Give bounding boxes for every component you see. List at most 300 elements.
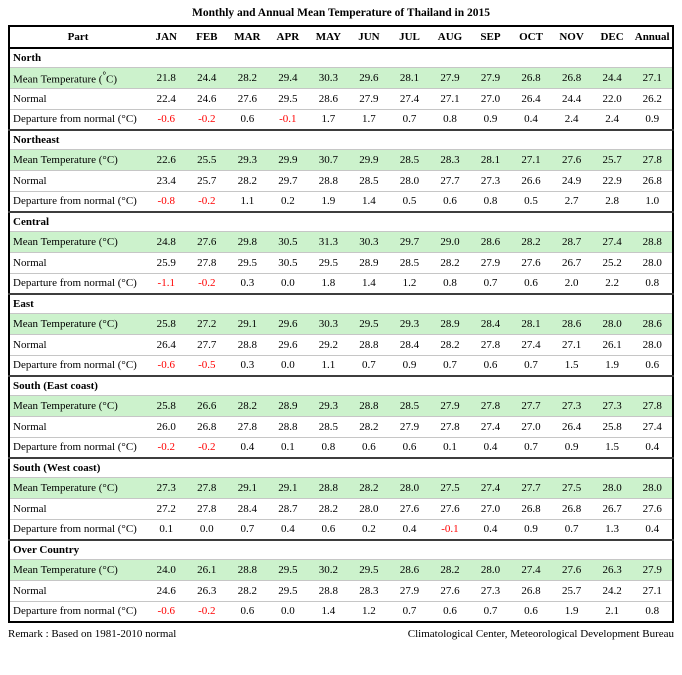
value-cell: 28.2 — [227, 67, 268, 88]
value-cell: 2.4 — [551, 109, 592, 130]
value-cell: 29.5 — [349, 313, 390, 334]
value-cell: 29.7 — [389, 231, 430, 252]
value-cell: 30.3 — [308, 313, 349, 334]
value-cell: 28.0 — [592, 313, 633, 334]
value-cell: -0.2 — [187, 273, 228, 294]
value-cell: 27.6 — [430, 498, 471, 519]
table-row — [9, 109, 673, 130]
value-cell: 26.2 — [632, 88, 673, 109]
table-row — [9, 149, 673, 170]
value-cell: 27.3 — [551, 395, 592, 416]
value-cell: 27.5 — [430, 477, 471, 498]
column-header-may: MAY — [308, 26, 349, 48]
value-cell: 0.6 — [308, 519, 349, 540]
table-row — [9, 355, 673, 376]
value-cell: 28.6 — [308, 88, 349, 109]
value-cell: 28.4 — [227, 498, 268, 519]
value-cell: 0.6 — [349, 437, 390, 458]
value-cell: 25.8 — [146, 313, 187, 334]
column-header-annual: Annual — [632, 26, 673, 48]
table-row — [9, 498, 673, 519]
value-cell: 27.6 — [187, 231, 228, 252]
value-cell: 26.7 — [592, 498, 633, 519]
value-cell: 27.7 — [430, 170, 471, 191]
value-cell: 30.5 — [268, 231, 309, 252]
value-cell: 0.3 — [227, 355, 268, 376]
row-label: Mean Temperature (°C) — [9, 231, 146, 252]
value-cell: 27.6 — [389, 498, 430, 519]
row-label: Departure from normal (°C) — [9, 355, 146, 376]
value-cell: 0.4 — [632, 519, 673, 540]
value-cell: 25.8 — [146, 395, 187, 416]
column-header-sep: SEP — [470, 26, 511, 48]
value-cell: 28.1 — [511, 313, 552, 334]
value-cell: 27.4 — [632, 416, 673, 437]
value-cell: 27.6 — [511, 252, 552, 273]
section-header-row — [9, 458, 673, 477]
value-cell: 22.4 — [146, 88, 187, 109]
row-label: Normal — [9, 580, 146, 601]
value-cell: 27.3 — [146, 477, 187, 498]
value-cell: 0.9 — [632, 109, 673, 130]
value-cell: -0.2 — [187, 601, 228, 622]
section-header-row — [9, 48, 673, 67]
value-cell: 27.1 — [632, 580, 673, 601]
value-cell: 27.8 — [632, 395, 673, 416]
value-cell: 23.4 — [146, 170, 187, 191]
value-cell: 0.4 — [511, 109, 552, 130]
value-cell: 29.1 — [227, 477, 268, 498]
value-cell: 0.8 — [430, 109, 471, 130]
value-cell: 1.5 — [551, 355, 592, 376]
section-header-row — [9, 130, 673, 149]
value-cell: 28.2 — [430, 252, 471, 273]
value-cell: 0.7 — [349, 355, 390, 376]
value-cell: 0.1 — [430, 437, 471, 458]
row-label: Departure from normal (°C) — [9, 191, 146, 212]
value-cell: 29.1 — [227, 313, 268, 334]
value-cell: 27.5 — [551, 477, 592, 498]
value-cell: -0.6 — [146, 109, 187, 130]
value-cell: 27.8 — [430, 416, 471, 437]
value-cell: 29.5 — [268, 88, 309, 109]
value-cell: 1.3 — [592, 519, 633, 540]
value-cell: 0.1 — [268, 437, 309, 458]
value-cell: 26.1 — [592, 334, 633, 355]
table-row — [9, 88, 673, 109]
value-cell: 28.8 — [268, 416, 309, 437]
value-cell: 26.8 — [632, 170, 673, 191]
value-cell: 28.5 — [349, 170, 390, 191]
value-cell: 28.0 — [632, 252, 673, 273]
row-label: Normal — [9, 88, 146, 109]
value-cell: 2.7 — [551, 191, 592, 212]
value-cell: 28.0 — [632, 477, 673, 498]
value-cell: 24.4 — [187, 67, 228, 88]
value-cell: 28.3 — [349, 580, 390, 601]
page-title: Monthly and Annual Mean Temperature of Thailand in 2015 — [191, 7, 490, 19]
footer — [8, 628, 674, 640]
value-cell: 28.6 — [389, 559, 430, 580]
table-row — [9, 231, 673, 252]
value-cell: 0.2 — [349, 519, 390, 540]
value-cell: 0.7 — [511, 437, 552, 458]
value-cell: 0.0 — [268, 355, 309, 376]
value-cell: 28.2 — [430, 559, 471, 580]
value-cell: 1.0 — [632, 191, 673, 212]
value-cell: 0.5 — [511, 191, 552, 212]
value-cell: 2.2 — [592, 273, 633, 294]
value-cell: 26.8 — [551, 67, 592, 88]
source-text: Climatological Center, Meteorological Development Bureau — [407, 628, 674, 640]
value-cell: 26.0 — [146, 416, 187, 437]
value-cell: 29.5 — [349, 559, 390, 580]
value-cell: 0.6 — [511, 273, 552, 294]
value-cell: 28.9 — [268, 395, 309, 416]
value-cell: 27.9 — [470, 67, 511, 88]
column-header-oct: OCT — [511, 26, 552, 48]
value-cell: 28.3 — [430, 149, 471, 170]
row-label: Mean Temperature (°C) — [9, 313, 146, 334]
value-cell: -0.2 — [146, 437, 187, 458]
value-cell: 0.4 — [470, 519, 511, 540]
value-cell: 27.0 — [470, 498, 511, 519]
value-cell: 27.8 — [187, 252, 228, 273]
value-cell: 27.7 — [511, 477, 552, 498]
value-cell: 2.1 — [592, 601, 633, 622]
value-cell: 24.6 — [187, 88, 228, 109]
value-cell: 28.7 — [268, 498, 309, 519]
value-cell: 27.7 — [511, 395, 552, 416]
section-name: Northeast — [9, 130, 673, 149]
value-cell: 1.4 — [308, 601, 349, 622]
table-row — [9, 273, 673, 294]
value-cell: 27.4 — [470, 416, 511, 437]
table-row — [9, 313, 673, 334]
value-cell: 24.8 — [146, 231, 187, 252]
table-row — [9, 437, 673, 458]
value-cell: 28.0 — [349, 498, 390, 519]
value-cell: 28.2 — [227, 580, 268, 601]
table-row — [9, 191, 673, 212]
value-cell: 24.4 — [592, 67, 633, 88]
column-header-aug: AUG — [430, 26, 471, 48]
remark-text: Remark : Based on 1981-2010 normal — [8, 628, 177, 640]
value-cell: 26.3 — [592, 559, 633, 580]
value-cell: 28.2 — [308, 498, 349, 519]
value-cell: 0.1 — [146, 519, 187, 540]
table-row — [9, 580, 673, 601]
value-cell: 27.6 — [551, 149, 592, 170]
value-cell: 27.0 — [511, 416, 552, 437]
value-cell: 28.5 — [389, 149, 430, 170]
value-cell: 26.7 — [551, 252, 592, 273]
value-cell: 0.8 — [470, 191, 511, 212]
value-cell: -0.1 — [268, 109, 309, 130]
value-cell: 27.7 — [187, 334, 228, 355]
row-label: Mean Temperature (°C) — [9, 67, 146, 88]
value-cell: 26.3 — [187, 580, 228, 601]
value-cell: 26.4 — [511, 88, 552, 109]
value-cell: 28.2 — [227, 170, 268, 191]
value-cell: 22.0 — [592, 88, 633, 109]
value-cell: 29.3 — [308, 395, 349, 416]
value-cell: 27.4 — [592, 231, 633, 252]
value-cell: 27.6 — [430, 580, 471, 601]
value-cell: 25.5 — [187, 149, 228, 170]
value-cell: -0.2 — [187, 191, 228, 212]
section-name: South (West coast) — [9, 458, 673, 477]
value-cell: 28.8 — [308, 477, 349, 498]
value-cell: 29.4 — [268, 67, 309, 88]
value-cell: 0.0 — [187, 519, 228, 540]
value-cell: 29.6 — [268, 313, 309, 334]
value-cell: 30.3 — [308, 67, 349, 88]
value-cell: 28.5 — [308, 416, 349, 437]
value-cell: 29.5 — [268, 559, 309, 580]
row-label: Normal — [9, 252, 146, 273]
table-row — [9, 170, 673, 191]
value-cell: 0.4 — [227, 437, 268, 458]
value-cell: 25.8 — [592, 416, 633, 437]
value-cell: 26.8 — [511, 67, 552, 88]
value-cell: 28.0 — [632, 334, 673, 355]
value-cell: 27.2 — [187, 313, 228, 334]
row-label: Mean Temperature (°C) — [9, 395, 146, 416]
value-cell: 21.8 — [146, 67, 187, 88]
value-cell: -0.2 — [187, 437, 228, 458]
section-name: South (East coast) — [9, 376, 673, 395]
value-cell: 27.1 — [551, 334, 592, 355]
value-cell: 0.0 — [268, 273, 309, 294]
value-cell: 0.4 — [268, 519, 309, 540]
value-cell: 1.2 — [389, 273, 430, 294]
value-cell: 24.9 — [551, 170, 592, 191]
value-cell: 2.4 — [592, 109, 633, 130]
column-header-feb: FEB — [187, 26, 228, 48]
value-cell: 0.6 — [511, 601, 552, 622]
value-cell: 0.6 — [227, 109, 268, 130]
row-label: Normal — [9, 416, 146, 437]
value-cell: 30.2 — [308, 559, 349, 580]
value-cell: 28.0 — [389, 477, 430, 498]
column-header-apr: APR — [268, 26, 309, 48]
section-name: North — [13, 51, 42, 64]
value-cell: 1.1 — [308, 355, 349, 376]
value-cell: 28.2 — [227, 395, 268, 416]
value-cell: 0.6 — [430, 191, 471, 212]
value-cell: 24.2 — [592, 580, 633, 601]
value-cell: -0.2 — [187, 109, 228, 130]
value-cell: 1.7 — [308, 109, 349, 130]
value-cell: 25.2 — [592, 252, 633, 273]
value-cell: 30.5 — [268, 252, 309, 273]
value-cell: 29.8 — [227, 231, 268, 252]
row-label: Departure from normal (°C) — [9, 437, 146, 458]
value-cell: 27.9 — [632, 559, 673, 580]
value-cell: 0.8 — [632, 273, 673, 294]
column-header-mar: MAR — [227, 26, 268, 48]
value-cell: 29.6 — [349, 67, 390, 88]
value-cell: 28.8 — [227, 559, 268, 580]
value-cell: 2.0 — [551, 273, 592, 294]
value-cell: 24.4 — [551, 88, 592, 109]
value-cell: 27.4 — [470, 477, 511, 498]
value-cell: 29.9 — [268, 149, 309, 170]
value-cell: 27.8 — [187, 498, 228, 519]
column-header-dec: DEC — [592, 26, 633, 48]
value-cell: 0.4 — [632, 437, 673, 458]
value-cell: 29.5 — [268, 580, 309, 601]
value-cell: 24.6 — [146, 580, 187, 601]
table-row — [9, 252, 673, 273]
value-cell: 26.1 — [187, 559, 228, 580]
value-cell: 28.2 — [349, 477, 390, 498]
value-cell: 0.8 — [308, 437, 349, 458]
value-cell: 28.9 — [349, 252, 390, 273]
value-cell: 2.8 — [592, 191, 633, 212]
column-header-jul: JUL — [389, 26, 430, 48]
value-cell: 0.6 — [632, 355, 673, 376]
row-label: Mean Temperature (°C) — [9, 149, 146, 170]
value-cell: 0.7 — [430, 355, 471, 376]
value-cell: 28.6 — [632, 313, 673, 334]
value-cell: 27.8 — [187, 477, 228, 498]
section-header-row — [9, 540, 673, 559]
value-cell: 0.9 — [389, 355, 430, 376]
row-label: Normal — [9, 170, 146, 191]
value-cell: 27.4 — [511, 334, 552, 355]
value-cell: 27.1 — [430, 88, 471, 109]
value-cell: 29.2 — [308, 334, 349, 355]
value-cell: 27.9 — [389, 416, 430, 437]
value-cell: 26.8 — [511, 498, 552, 519]
value-cell: 0.5 — [389, 191, 430, 212]
row-label: Mean Temperature (°C) — [9, 477, 146, 498]
row-label: Departure from normal (°C) — [9, 273, 146, 294]
value-cell: 27.8 — [632, 149, 673, 170]
value-cell: 28.9 — [430, 313, 471, 334]
value-cell: 26.8 — [551, 498, 592, 519]
table-row — [9, 395, 673, 416]
table-row — [9, 519, 673, 540]
value-cell: 29.6 — [268, 334, 309, 355]
value-cell: 28.5 — [389, 252, 430, 273]
value-cell: 28.0 — [389, 170, 430, 191]
value-cell: 0.6 — [389, 437, 430, 458]
degree-symbol: ° — [102, 69, 107, 80]
value-cell: 25.7 — [592, 149, 633, 170]
value-cell: 0.7 — [389, 109, 430, 130]
table-row — [9, 334, 673, 355]
value-cell: 27.9 — [389, 580, 430, 601]
value-cell: 0.9 — [511, 519, 552, 540]
value-cell: 28.8 — [349, 395, 390, 416]
value-cell: -0.1 — [430, 519, 471, 540]
value-cell: 0.7 — [511, 355, 552, 376]
value-cell: 22.6 — [146, 149, 187, 170]
value-cell: 29.5 — [308, 252, 349, 273]
value-cell: 1.9 — [592, 355, 633, 376]
value-cell: 29.3 — [227, 149, 268, 170]
value-cell: 0.3 — [227, 273, 268, 294]
value-cell: 30.7 — [308, 149, 349, 170]
value-cell: 24.0 — [146, 559, 187, 580]
value-cell: 31.3 — [308, 231, 349, 252]
value-cell: 1.9 — [308, 191, 349, 212]
value-cell: 29.3 — [389, 313, 430, 334]
value-cell: 30.3 — [349, 231, 390, 252]
value-cell: 1.4 — [349, 273, 390, 294]
value-cell: 0.7 — [227, 519, 268, 540]
row-label: Departure from normal (°C) — [9, 519, 146, 540]
value-cell: 28.8 — [632, 231, 673, 252]
value-cell: 26.8 — [511, 580, 552, 601]
value-cell: 27.4 — [389, 88, 430, 109]
value-cell: 0.7 — [389, 601, 430, 622]
value-cell: 26.4 — [551, 416, 592, 437]
value-cell: 27.4 — [511, 559, 552, 580]
value-cell: 27.8 — [470, 334, 511, 355]
value-cell: 27.2 — [146, 498, 187, 519]
value-cell: 27.9 — [430, 395, 471, 416]
value-cell: 29.1 — [268, 477, 309, 498]
value-cell: 27.6 — [632, 498, 673, 519]
row-label: Departure from normal (°C) — [9, 601, 146, 622]
row-label: Normal — [9, 334, 146, 355]
value-cell: 0.7 — [470, 273, 511, 294]
section-header-row — [9, 294, 673, 313]
value-cell: 0.4 — [389, 519, 430, 540]
value-cell: 29.7 — [268, 170, 309, 191]
value-cell: 28.7 — [551, 231, 592, 252]
value-cell: 26.8 — [187, 416, 228, 437]
value-cell: 28.1 — [389, 67, 430, 88]
value-cell: 0.6 — [430, 601, 471, 622]
value-cell: 22.9 — [592, 170, 633, 191]
value-cell: -0.6 — [146, 355, 187, 376]
value-cell: 25.9 — [146, 252, 187, 273]
value-cell: 1.8 — [308, 273, 349, 294]
value-cell: -0.5 — [187, 355, 228, 376]
value-cell: 28.2 — [511, 231, 552, 252]
value-cell: 29.5 — [227, 252, 268, 273]
value-cell: 0.2 — [268, 191, 309, 212]
section-name: Central — [9, 212, 673, 231]
value-cell: 25.7 — [551, 580, 592, 601]
section-name: East — [9, 294, 673, 313]
value-cell: 27.0 — [470, 88, 511, 109]
value-cell: -0.6 — [146, 601, 187, 622]
value-cell: 28.1 — [470, 149, 511, 170]
value-cell: 0.8 — [430, 273, 471, 294]
value-cell: 27.6 — [227, 88, 268, 109]
value-cell: 28.6 — [470, 231, 511, 252]
column-header-jan: JAN — [146, 26, 187, 48]
value-cell: 0.6 — [227, 601, 268, 622]
row-label: Normal — [9, 498, 146, 519]
value-cell: 0.6 — [470, 355, 511, 376]
column-header-jun: JUN — [349, 26, 390, 48]
part-column-header: Part — [9, 26, 146, 48]
column-header-nov: NOV — [551, 26, 592, 48]
value-cell: 27.9 — [430, 67, 471, 88]
temperature-table — [8, 25, 674, 623]
value-cell: 1.9 — [551, 601, 592, 622]
value-cell: 28.8 — [227, 334, 268, 355]
value-cell: 28.6 — [551, 313, 592, 334]
value-cell: 1.7 — [349, 109, 390, 130]
